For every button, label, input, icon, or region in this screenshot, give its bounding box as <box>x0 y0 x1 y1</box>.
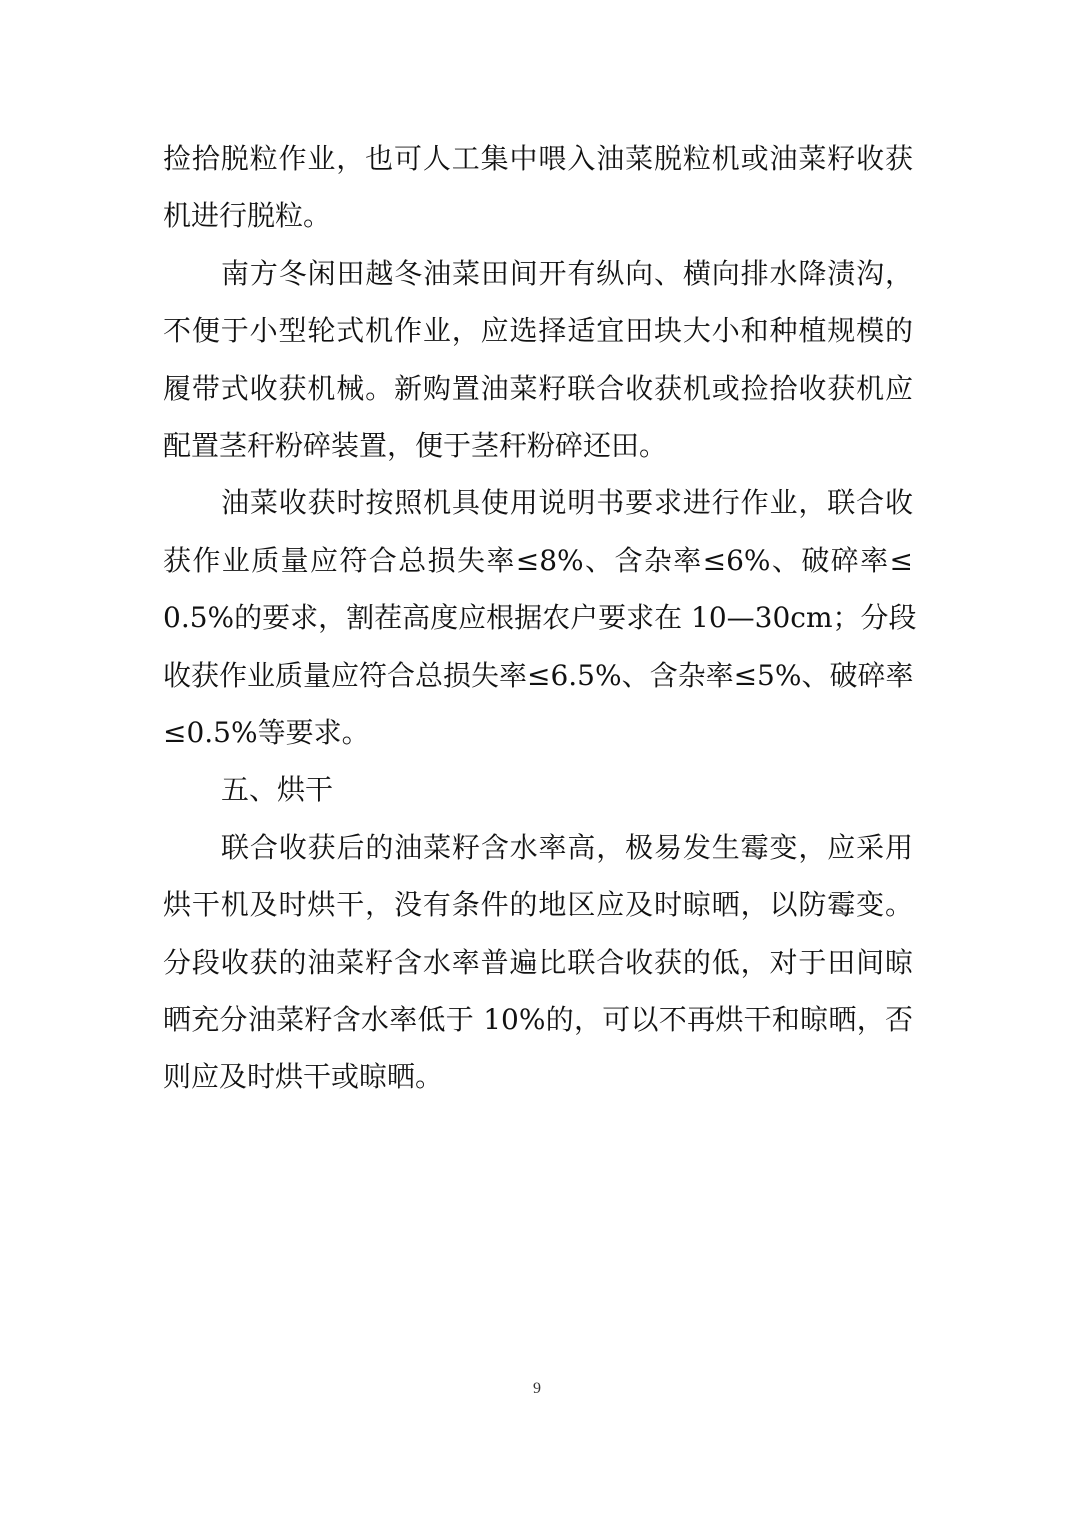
paragraph-line: 履带式收获机械。新购置油菜籽联合收获机或捡拾收获机应 <box>163 372 913 405</box>
section-heading: 五、烘干 <box>221 773 334 806</box>
paragraph-line: 则应及时烘干或晾晒。 <box>163 1060 444 1093</box>
paragraph-line: 机进行脱粒。 <box>163 199 332 232</box>
paragraph-line: 南方冬闲田越冬油菜田间开有纵向、横向排水降渍沟， <box>221 257 913 290</box>
paragraph-line: 联合收获后的油菜籽含水率高，极易发生霉变，应采用 <box>221 831 913 864</box>
page-number: 9 <box>533 1380 541 1397</box>
paragraph-line: 烘干机及时烘干，没有条件的地区应及时晾晒，以防霉变。 <box>163 888 913 921</box>
paragraph-line: 配置茎秆粉碎装置，便于茎秆粉碎还田。 <box>163 429 668 462</box>
paragraph-line: ≤0.5%等要求。 <box>163 716 370 749</box>
paragraph-line: 捡拾脱粒作业，也可人工集中喂入油菜脱粒机或油菜籽收获 <box>163 142 913 175</box>
paragraph-line: 油菜收获时按照机具使用说明书要求进行作业，联合收 <box>221 486 913 519</box>
paragraph-line: 分段收获的油菜籽含水率普遍比联合收获的低，对于田间晾 <box>163 946 913 979</box>
paragraph-line: 收获作业质量应符合总损失率≤6.5%、含杂率≤5%、破碎率 <box>163 659 914 692</box>
paragraph-line: 不便于小型轮式机作业，应选择适宜田块大小和种植规模的 <box>163 314 913 347</box>
paragraph-line: 获作业质量应符合总损失率≤8%、含杂率≤6%、破碎率≤ <box>163 544 913 577</box>
paragraph-line: 0.5%的要求，割茬高度应根据农户要求在 10—30cm；分段 <box>163 601 917 634</box>
paragraph-line: 晒充分油菜籽含水率低于 10%的，可以不再烘干和晾晒，否 <box>163 1003 913 1036</box>
